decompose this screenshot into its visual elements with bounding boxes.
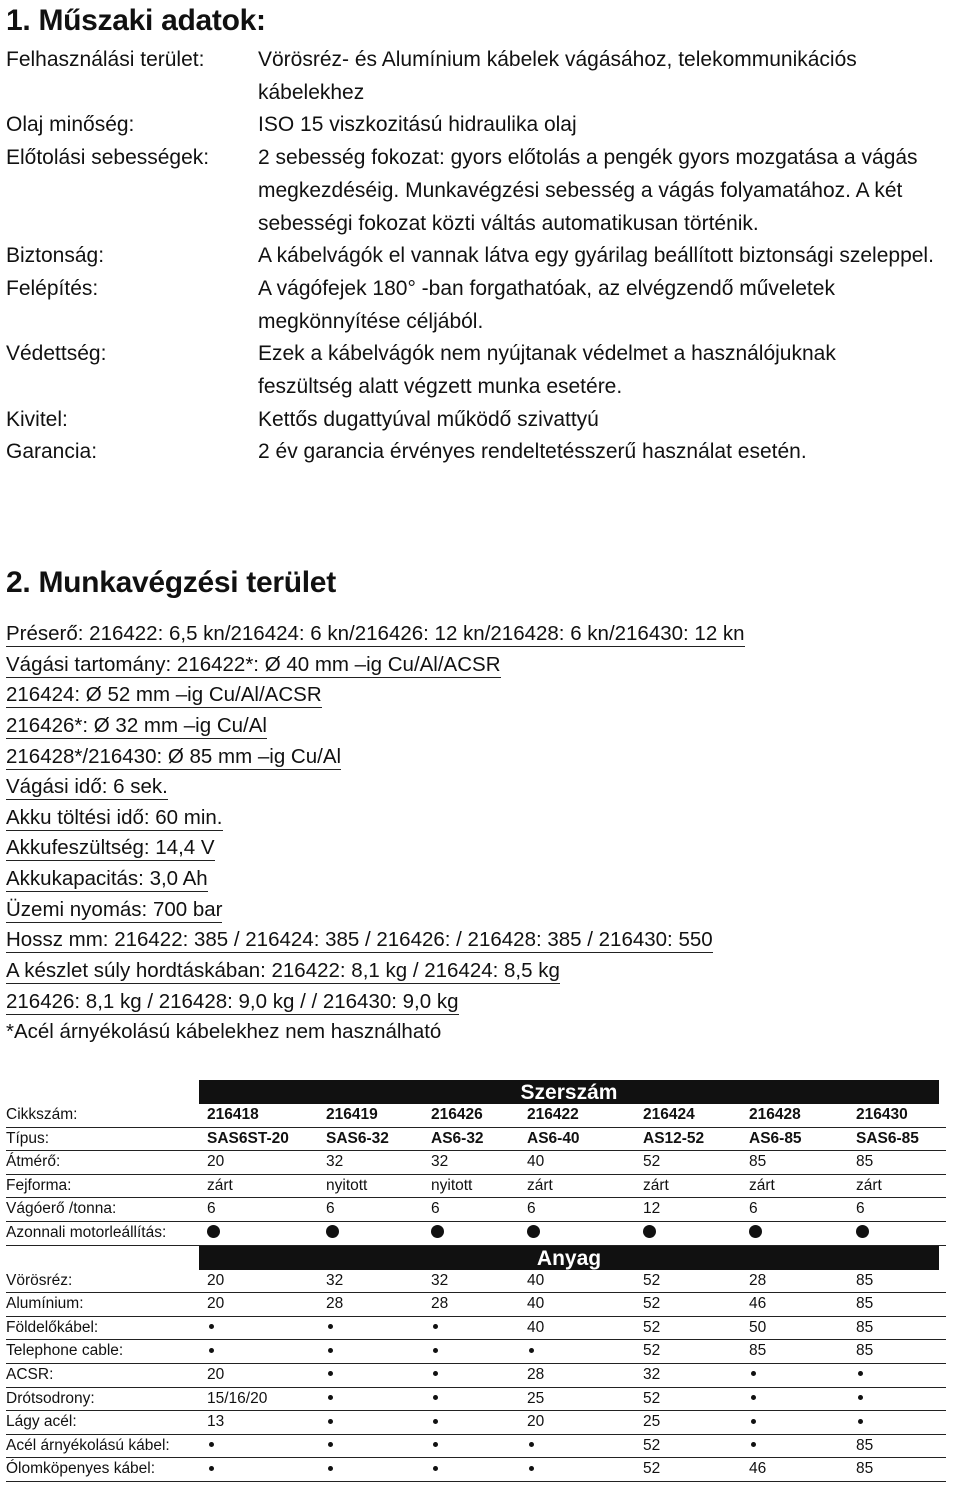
work-area-lines <box>6 619 745 1048</box>
spec-label: Felépítés: <box>6 276 99 300</box>
spec-row <box>6 338 946 403</box>
bullet-icon <box>751 1419 756 1424</box>
bullet-icon <box>328 1395 333 1400</box>
table-cell: 32 <box>326 1271 344 1289</box>
filled-circle-icon <box>643 1222 656 1245</box>
table-cell: 40 <box>527 1153 545 1171</box>
table-cell: zárt <box>856 1176 882 1194</box>
table-cell: 6 <box>431 1200 440 1218</box>
table-cell: 52 <box>643 1460 661 1478</box>
table-cell: 52 <box>643 1389 661 1407</box>
table-cell: 52 <box>643 1342 661 1360</box>
work-area-line-text: 216426*: Ø 32 mm –ig Cu/Al <box>6 713 267 737</box>
spec-value: A vágófejek 180° -ban forgathatóak, az elvégzendő műveletek megkönnyítése céljából. <box>258 276 835 333</box>
table-cell: 46 <box>749 1295 767 1313</box>
spec-value: Ezek a kábelvágók nem nyújtanak védelmet a használójuknak feszültség alatt végzett munka esetére. <box>258 342 836 399</box>
table-cell: 85 <box>856 1271 874 1289</box>
table-cell: 85 <box>856 1318 874 1336</box>
table-row <box>6 1198 946 1222</box>
work-area-line-text: 216428*/216430: Ø 85 mm –ig Cu/Al <box>6 744 342 768</box>
table-cell: 40 <box>527 1318 545 1336</box>
table-cell: 216428 <box>749 1106 801 1123</box>
row-label: Átmérő: <box>6 1153 61 1171</box>
table-row <box>6 1364 946 1388</box>
table-row <box>6 1222 946 1246</box>
bullet-icon <box>207 1458 214 1481</box>
table-cell: 20 <box>207 1365 225 1383</box>
table-row <box>6 1411 946 1435</box>
filled-circle-icon <box>749 1225 762 1238</box>
table-cell: 85 <box>749 1342 767 1360</box>
bullet-icon <box>749 1411 756 1434</box>
row-label: Azonnali motorleállítás: <box>6 1223 167 1241</box>
filled-circle-icon <box>527 1225 540 1238</box>
row-label: Vágóerő /tonna: <box>6 1200 117 1218</box>
bullet-icon <box>328 1348 333 1353</box>
table-row <box>6 1104 946 1128</box>
row-label: Lágy acél: <box>6 1413 77 1431</box>
spec-row <box>6 44 946 109</box>
row-label: Drótsodrony: <box>6 1389 95 1407</box>
work-area-line-text: Akku töltési idő: 60 min. <box>6 805 223 829</box>
bullet-icon <box>751 1442 756 1447</box>
bullet-icon <box>326 1388 333 1411</box>
bullet-icon <box>209 1466 214 1471</box>
table-cell: 50 <box>749 1318 767 1336</box>
row-label: Telephone cable: <box>6 1342 124 1360</box>
row-label: Fejforma: <box>6 1176 72 1194</box>
table-cell: 20 <box>207 1153 225 1171</box>
bullet-icon <box>749 1364 756 1387</box>
row-label: Típus: <box>6 1129 50 1147</box>
work-area-line <box>6 619 745 650</box>
row-label: Vörösréz: <box>6 1271 73 1289</box>
table-cell: 13 <box>207 1413 225 1431</box>
table-row <box>6 1128 946 1152</box>
work-area-line <box>6 956 745 987</box>
table-cell: 216426 <box>431 1106 483 1123</box>
spec-row <box>6 240 946 273</box>
bullet-icon <box>326 1411 333 1434</box>
bullet-icon <box>328 1324 333 1329</box>
table-cell: 28 <box>749 1271 767 1289</box>
spec-label: Felhasználási terület: <box>6 48 205 71</box>
table-row <box>6 1175 946 1199</box>
table-cell: 25 <box>527 1389 545 1407</box>
bullet-icon <box>209 1324 214 1329</box>
work-area-line <box>6 987 745 1018</box>
table-cell: 85 <box>856 1295 874 1313</box>
work-area-line-text: Hossz mm: 216422: 385 / 216424: 385 / 216426: / 216428: 385 / 216430: 550 <box>6 928 713 952</box>
bullet-icon <box>433 1324 438 1329</box>
table-cell: SAS6ST-20 <box>207 1129 289 1147</box>
table-cell: 32 <box>431 1271 449 1289</box>
table-cell: 85 <box>749 1153 767 1171</box>
bullet-icon <box>328 1371 333 1376</box>
table-cell: 85 <box>856 1460 874 1478</box>
filled-circle-icon <box>749 1222 762 1245</box>
bullet-icon <box>326 1340 333 1363</box>
bullet-icon <box>527 1435 534 1458</box>
work-area-line-text: Üzemi nyomás: 700 bar <box>6 897 223 921</box>
table-cell: 6 <box>527 1200 536 1218</box>
table-cell: 216422 <box>527 1106 579 1123</box>
spec-label: Biztonság: <box>6 244 105 268</box>
table-cell: 6 <box>326 1200 335 1218</box>
work-area-line-text: 216424: Ø 52 mm –ig Cu/Al/ACSR <box>6 683 322 707</box>
footnote-text: *Acél árnyékolású kábelekhez nem használható <box>6 1020 442 1044</box>
table-cell: zárt <box>527 1176 553 1194</box>
table-row <box>6 1293 946 1317</box>
work-area-line-text: Vágási tartomány: 216422*: Ø 40 mm –ig Cu/Al/ACSR <box>6 652 501 676</box>
table-cell: nyitott <box>326 1176 368 1194</box>
work-area-line <box>6 833 745 864</box>
spec-label: Olaj minőség: <box>6 113 135 137</box>
spec-value: 2 év garancia érvényes rendeltetésszerű használat esetén. <box>258 440 807 464</box>
bullet-icon <box>209 1348 214 1353</box>
work-area-line-text: Vágási idő: 6 sek. <box>6 775 168 799</box>
work-area-line-text: Préserő: 216422: 6,5 kn/216424: 6 kn/216426: 12 kn/216428: 6 kn/216430: 12 kn <box>6 622 745 645</box>
row-label: ACSR: <box>6 1365 54 1383</box>
table-row <box>6 1435 946 1459</box>
bullet-icon <box>431 1317 438 1340</box>
table-cell: 32 <box>326 1153 344 1171</box>
row-label: Ólomköpenyes kábel: <box>6 1460 156 1478</box>
filled-circle-icon <box>207 1222 220 1245</box>
bullet-icon <box>431 1388 438 1411</box>
spec-value: A kábelvágók el vannak látva egy gyárilag beállított biztonsági szeleppel. <box>258 244 934 268</box>
work-area-line-text: A készlet súly hordtáskában: 216422: 8,1 kg / 216424: 8,5 kg <box>6 959 560 983</box>
table-row <box>6 1388 946 1412</box>
table-cell: 32 <box>431 1153 449 1171</box>
tool-material-table <box>6 1080 946 1482</box>
bullet-icon <box>749 1435 756 1458</box>
row-label: Alumínium: <box>6 1295 84 1313</box>
bullet-icon <box>328 1442 333 1447</box>
bullet-icon <box>856 1364 863 1387</box>
bullet-icon <box>326 1364 333 1387</box>
table-cell: 15/16/20 <box>207 1389 268 1407</box>
bullet-icon <box>207 1317 214 1340</box>
table-cell: 85 <box>856 1153 874 1171</box>
table-cell: 216424 <box>643 1106 695 1123</box>
work-area-line-text: 216426: 8,1 kg / 216428: 9,0 kg / / 216430: 9,0 kg <box>6 989 459 1013</box>
work-area-line-text: Akkukapacitás: 3,0 Ah <box>6 867 208 891</box>
bullet-icon <box>431 1340 438 1363</box>
bullet-icon <box>529 1442 534 1447</box>
work-area-line <box>6 803 745 834</box>
bullet-icon <box>433 1442 438 1447</box>
bullet-icon <box>527 1458 534 1481</box>
spec-label: Garancia: <box>6 440 98 464</box>
table-cell: zárt <box>749 1176 775 1194</box>
bullet-icon <box>751 1395 756 1400</box>
spec-value: ISO 15 viszkozitású hidraulika olaj <box>258 113 577 137</box>
bullet-icon <box>207 1340 214 1363</box>
table-cell: zárt <box>207 1176 233 1194</box>
work-area-line <box>6 772 745 803</box>
filled-circle-icon <box>326 1222 339 1245</box>
table-row <box>6 1317 946 1341</box>
table-cell: SAS6-85 <box>856 1129 919 1147</box>
bullet-icon <box>751 1371 756 1376</box>
filled-circle-icon <box>431 1225 444 1238</box>
spec-label: Védettség: <box>6 342 107 366</box>
bullet-icon <box>433 1466 438 1471</box>
table-cell: 40 <box>527 1295 545 1313</box>
bullet-icon <box>856 1388 863 1411</box>
table-cell: 216418 <box>207 1106 259 1123</box>
work-area-line <box>6 711 745 742</box>
table-cell: 20 <box>207 1295 225 1313</box>
table-row <box>6 1340 946 1364</box>
filled-circle-icon <box>527 1222 540 1245</box>
table-cell: AS12-52 <box>643 1129 705 1147</box>
bullet-icon <box>326 1435 333 1458</box>
row-label: Acél árnyékolású kábel: <box>6 1436 170 1454</box>
spec-list <box>6 44 946 469</box>
spec-row <box>6 273 946 338</box>
bullet-icon <box>326 1317 333 1340</box>
table-cell: 40 <box>527 1271 545 1289</box>
work-area-line <box>6 925 745 956</box>
bullet-icon <box>527 1340 534 1363</box>
bullet-icon <box>433 1371 438 1376</box>
filled-circle-icon <box>856 1222 869 1245</box>
table-cell: 28 <box>326 1295 344 1313</box>
spec-row <box>6 142 946 240</box>
spec-row <box>6 109 946 142</box>
material-rows <box>6 1270 946 1482</box>
filled-circle-icon <box>856 1225 869 1238</box>
bullet-icon <box>858 1371 863 1376</box>
bullet-icon <box>431 1411 438 1434</box>
table-cell: 85 <box>856 1342 874 1360</box>
table-cell: 216430 <box>856 1106 908 1123</box>
bullet-icon <box>858 1395 863 1400</box>
bullet-icon <box>529 1348 534 1353</box>
row-label: Földelőkábel: <box>6 1318 99 1336</box>
table-cell: nyitott <box>431 1176 473 1194</box>
table-cell: 32 <box>643 1365 661 1383</box>
bullet-icon <box>207 1435 214 1458</box>
spec-label: Előtolási sebességek: <box>6 146 210 170</box>
spec-row <box>6 436 946 469</box>
table-row <box>6 1270 946 1294</box>
table-cell: 6 <box>749 1200 758 1218</box>
table-cell: 6 <box>207 1200 216 1218</box>
table-cell: 20 <box>527 1413 545 1431</box>
bullet-icon <box>529 1466 534 1471</box>
table-cell: 52 <box>643 1271 661 1289</box>
table-row <box>6 1151 946 1175</box>
table-cell: 46 <box>749 1460 767 1478</box>
table-cell: AS6-40 <box>527 1129 580 1147</box>
tool-rows <box>6 1104 946 1246</box>
bullet-icon <box>431 1364 438 1387</box>
filled-circle-icon <box>431 1222 444 1245</box>
table-cell: 25 <box>643 1413 661 1431</box>
bullet-icon <box>328 1466 333 1471</box>
table-cell: 52 <box>643 1318 661 1336</box>
spec-row <box>6 404 946 437</box>
table-cell: 28 <box>431 1295 449 1313</box>
work-area-line <box>6 650 745 681</box>
table-cell: SAS6-32 <box>326 1129 389 1147</box>
section1-title: 1. Műszaki adatok: <box>6 4 266 37</box>
bullet-icon <box>433 1395 438 1400</box>
bullet-icon <box>749 1388 756 1411</box>
work-area-line <box>6 680 745 711</box>
bullet-icon <box>431 1435 438 1458</box>
bullet-icon <box>328 1419 333 1424</box>
spec-value: Vörösréz- és Alumínium kábelek vágásához, telekommunikációs kábelekhez <box>258 48 857 104</box>
table-cell: 28 <box>527 1365 545 1383</box>
filled-circle-icon <box>326 1225 339 1238</box>
table-row <box>6 1458 946 1482</box>
table-cell: zárt <box>643 1176 669 1194</box>
table-cell: 52 <box>643 1295 661 1313</box>
bullet-icon <box>433 1419 438 1424</box>
bullet-icon <box>209 1442 214 1447</box>
section2-title: 2. Munkavégzési terület <box>6 566 336 599</box>
spec-label: Kivitel: <box>6 407 68 431</box>
work-area-line <box>6 895 745 926</box>
bullet-icon <box>433 1348 438 1353</box>
table-band-material: Anyag <box>199 1246 939 1270</box>
spec-value: 2 sebesség fokozat: gyors előtolás a pengék gyors mozgatása a vágás megkezdéséig. Munkavégzési sebesség a vágás folyamatához. A két sebességi fokozat közti váltás automatikusan történik. <box>258 146 918 235</box>
table-cell: 52 <box>643 1436 661 1454</box>
filled-circle-icon <box>207 1225 220 1238</box>
work-area-line <box>6 742 745 773</box>
table-cell: 85 <box>856 1436 874 1454</box>
table-cell: 216419 <box>326 1106 378 1123</box>
work-area-line <box>6 864 745 895</box>
row-label: Cikkszám: <box>6 1106 78 1123</box>
table-band-tool: Szerszám <box>199 1080 939 1104</box>
table-cell: 6 <box>856 1200 865 1218</box>
table-cell: 20 <box>207 1271 225 1289</box>
table-cell: AS6-32 <box>431 1129 484 1147</box>
spec-value: Kettős dugattyúval működő szivattyú <box>258 407 599 431</box>
footnote <box>6 1017 745 1048</box>
bullet-icon <box>856 1411 863 1434</box>
filled-circle-icon <box>643 1225 656 1238</box>
table-cell: 52 <box>643 1153 661 1171</box>
table-cell: 12 <box>643 1200 661 1218</box>
bullet-icon <box>858 1419 863 1424</box>
bullet-icon <box>326 1458 333 1481</box>
work-area-line-text: Akkufeszültség: 14,4 V <box>6 836 215 860</box>
bullet-icon <box>431 1458 438 1481</box>
table-cell: AS6-85 <box>749 1129 802 1147</box>
